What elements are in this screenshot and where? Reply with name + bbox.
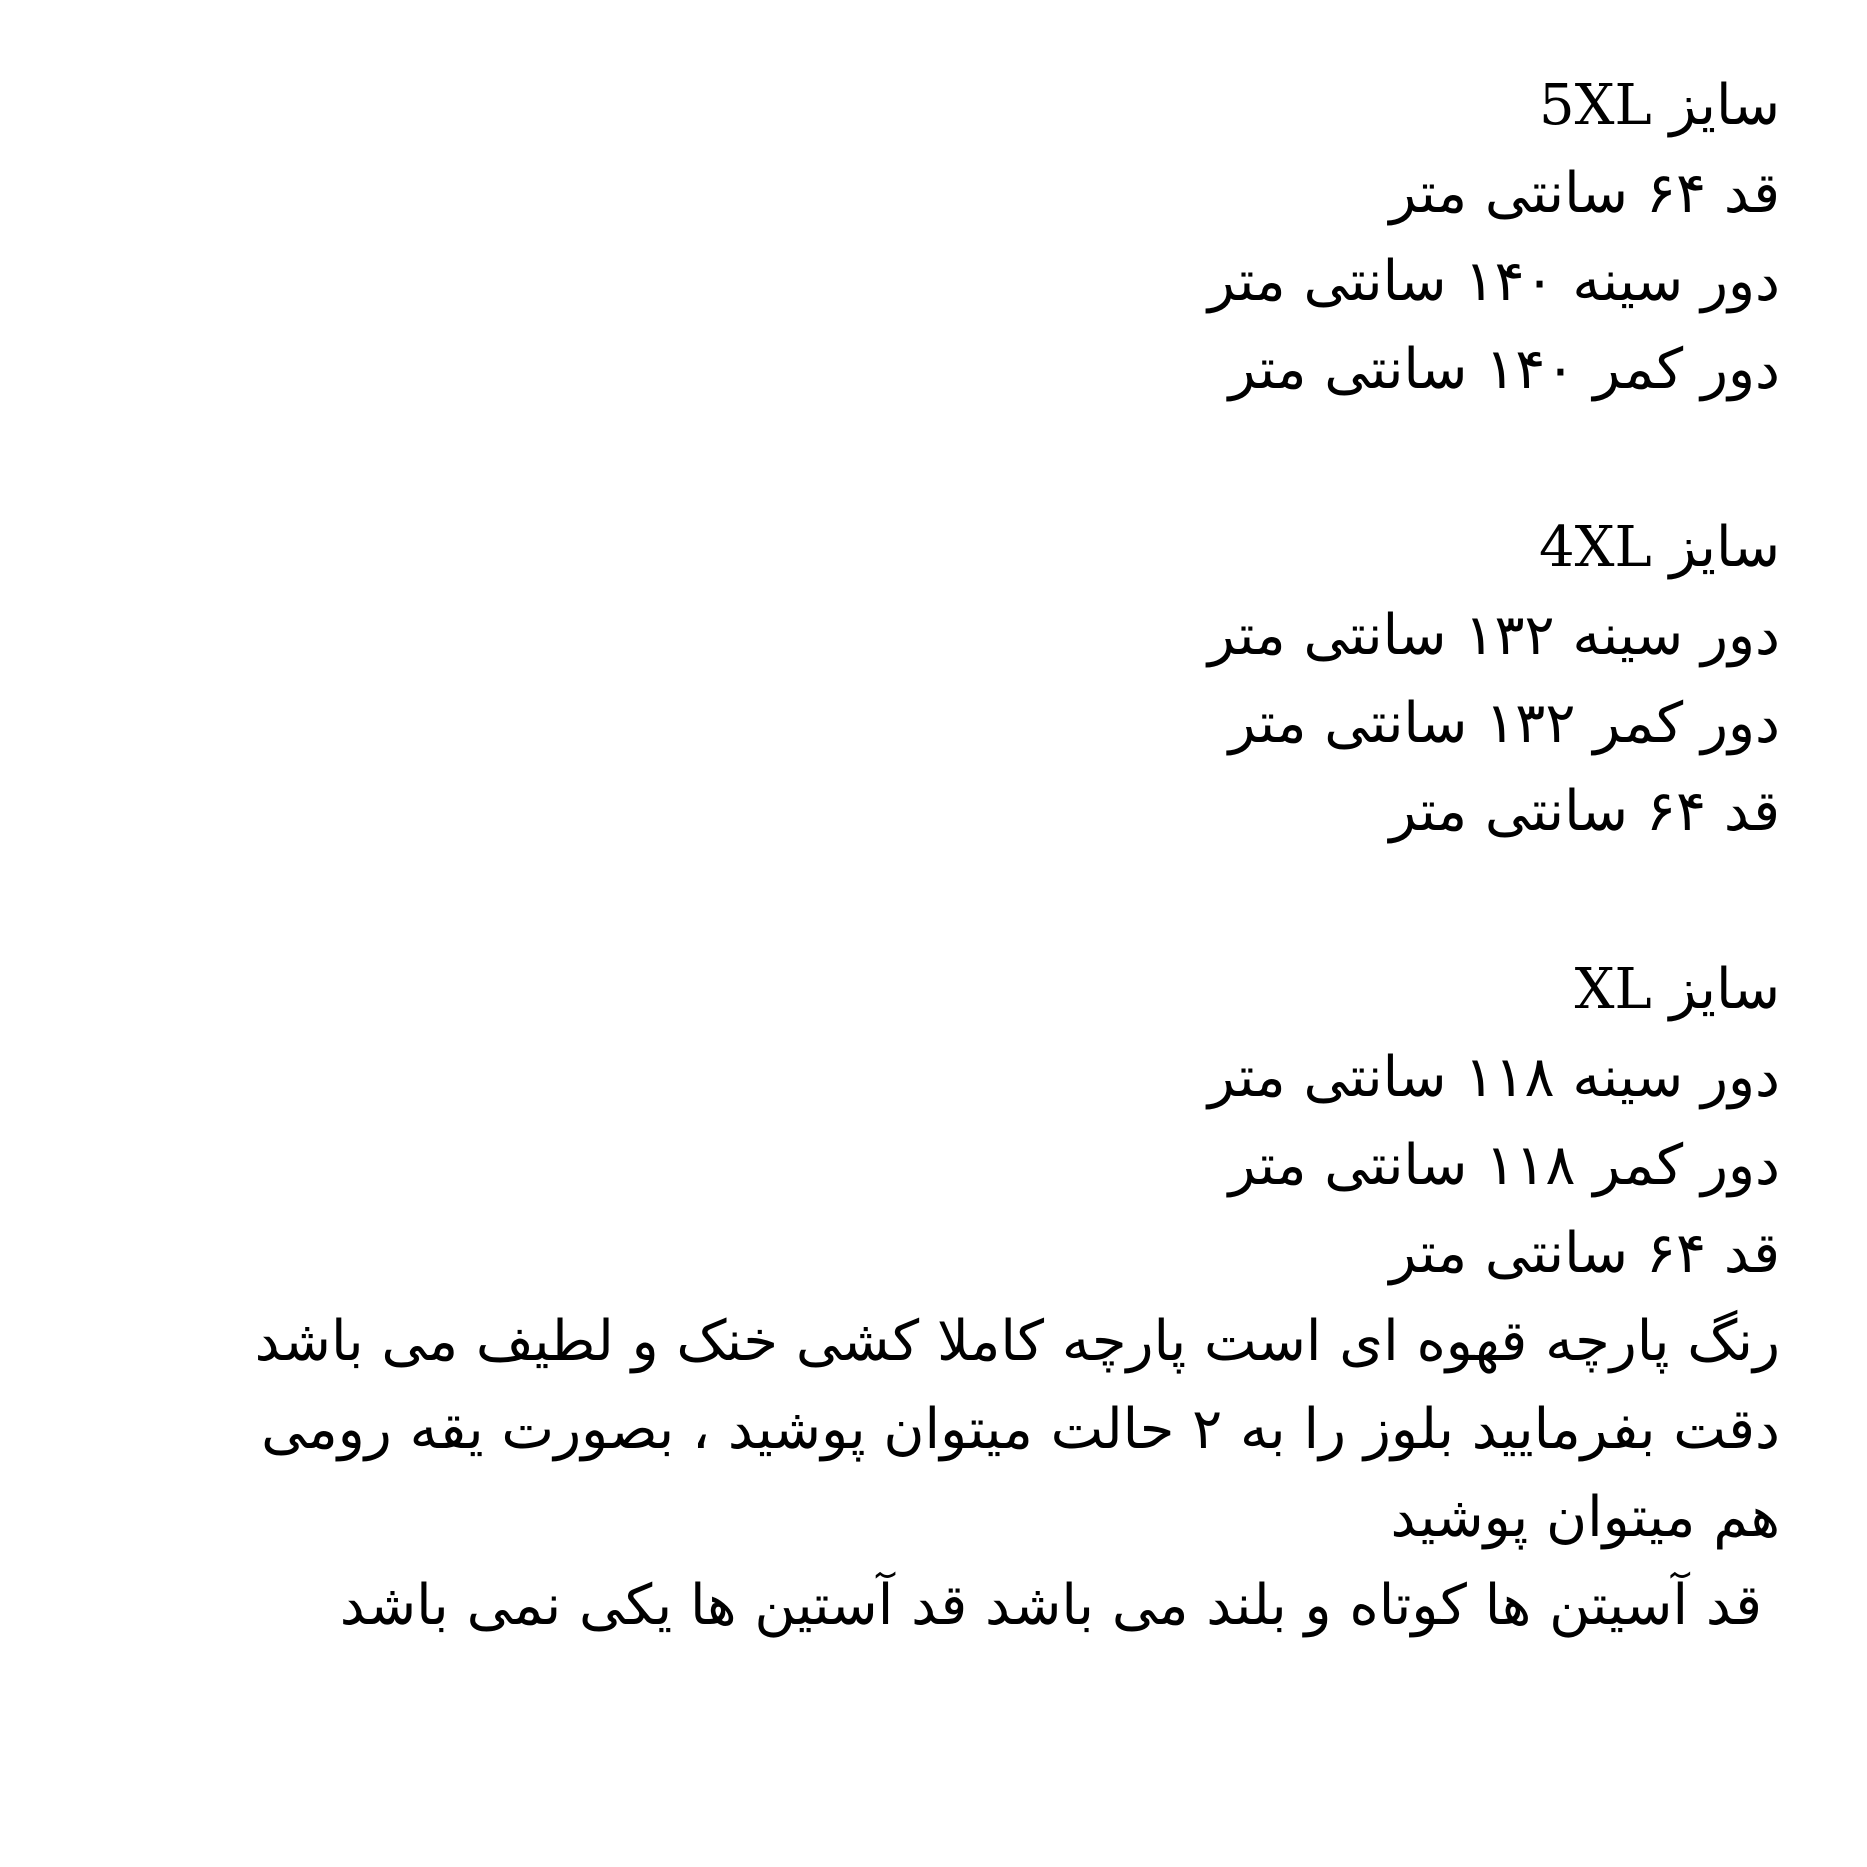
measurement-line: قد ۶۴ سانتی متر — [1389, 1221, 1780, 1286]
size-guide-document — [60, 62, 1780, 1650]
size-prefix: سایز — [1669, 73, 1780, 138]
size-code: XL — [1574, 957, 1652, 1022]
size-heading — [60, 946, 1780, 1034]
measurement-line: دور کمر ۱۴۰ سانتی متر — [1228, 337, 1780, 402]
measurement-line: دور کمر ۱۳۲ سانتی متر — [1228, 691, 1780, 756]
size-heading — [60, 504, 1780, 592]
measurement-line: قد ۶۴ سانتی متر — [1389, 779, 1780, 844]
size-prefix: سایز — [1669, 515, 1780, 580]
note-line: رنگ پارچه قهوه ای است پارچه کاملا کشی خنک و لطیف می باشد — [254, 1309, 1780, 1374]
measurement-line: دور کمر ۱۱۸ سانتی متر — [1228, 1133, 1780, 1198]
note-line: دقت بفرمایید بلوز را به ۲ حالت میتوان پوشید ، بصورت یقه رومی — [261, 1397, 1780, 1462]
measurement-line: دور سینه ۱۴۰ سانتی متر — [1207, 249, 1780, 314]
measurement-line: قد ۶۴ سانتی متر — [1389, 161, 1780, 226]
size-section-5xl — [60, 62, 1780, 414]
size-code: 4XL — [1539, 515, 1652, 580]
size-prefix: سایز — [1669, 957, 1780, 1022]
product-notes — [60, 1298, 1780, 1650]
size-code: 5XL — [1539, 73, 1652, 138]
size-heading — [60, 62, 1780, 150]
measurement-line: دور سینه ۱۱۸ سانتی متر — [1207, 1045, 1780, 1110]
size-section-4xl — [60, 504, 1780, 856]
note-line: قد آسیتن ها کوتاه و بلند می باشد قد آستین ها یکی نمی باشد — [339, 1573, 1762, 1638]
note-line: هم میتوان پوشید — [1390, 1485, 1780, 1550]
size-section-xl — [60, 946, 1780, 1298]
measurement-line: دور سینه ۱۳۲ سانتی متر — [1207, 603, 1780, 668]
